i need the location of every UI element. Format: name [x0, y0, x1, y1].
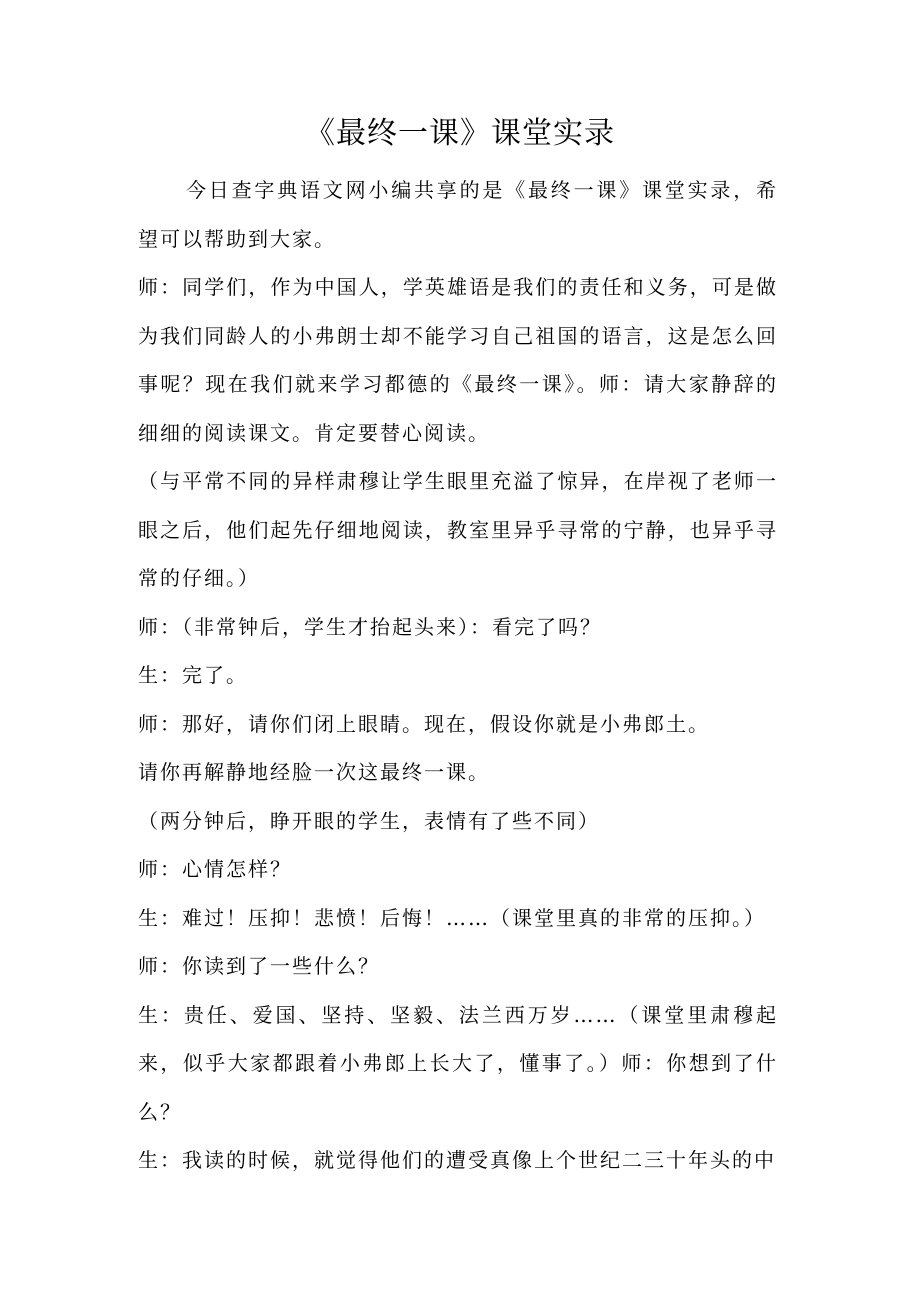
student-line-thoughts: 生：我读的时候，就觉得他们的遭受真像上个世纪二三十年头的中: [138, 1148, 776, 1172]
student-line-what-read: 生：贵任、爱国、坚持、坚毅、法兰西万岁……（课堂里肃穆起来，似乎大家都跟着小弗郎上长大了，懂事了。）师：你想到了什么？: [138, 1002, 778, 1124]
teacher-line-experience: 请你再解静地经脸一次这最终一课。: [138, 760, 490, 784]
teacher-line-feeling: 师：心情怎样？: [138, 857, 292, 881]
teacher-line-close-eyes: 师：那好，请你们闭上眼睛。现在，假设你就是小弗郎土。: [138, 711, 710, 736]
stage-direction-two-minutes: （两分钟后，睁开眼的学生，表情有了些不同）: [138, 808, 600, 833]
stage-direction-reading: （与平常不同的异样肃穆让学生眼里充溢了惊异，在岸视了老师一眼之后，他们起先仔细地阅读，教室里异乎寻常的宁静，也异乎寻常的仔细。）: [138, 469, 778, 590]
student-line-feeling: 生：难过！压抑！悲愤！后悔！……（课堂里真的非常的压抑。）: [138, 905, 766, 930]
document-body: [138, 166, 778, 1185]
intro-paragraph: 今日查字典语文网小编共享的是《最终一课》课堂实录，希望可以帮助到大家。: [138, 178, 778, 251]
student-line-finished: 生：完了。: [138, 663, 248, 687]
teacher-paragraph-opening: 师：同学们，作为中国人，学英雄语是我们的责任和义务，可是做为我们同龄人的小弗朗士却不能学习自己祖国的语言，这是怎么回事呢？现在我们就来学习都德的《最终一课》。师：请大家静辞的细细的阅读课文。肯定要替心阅读。: [138, 275, 778, 445]
teacher-line-finished: 师：（非常钟后，学生才抬起头来）：看完了吗？: [138, 614, 602, 639]
document-title: 《最终一课》课堂实录: [305, 116, 615, 151]
teacher-line-what-read: 师：你读到了一些什么？: [138, 954, 380, 978]
